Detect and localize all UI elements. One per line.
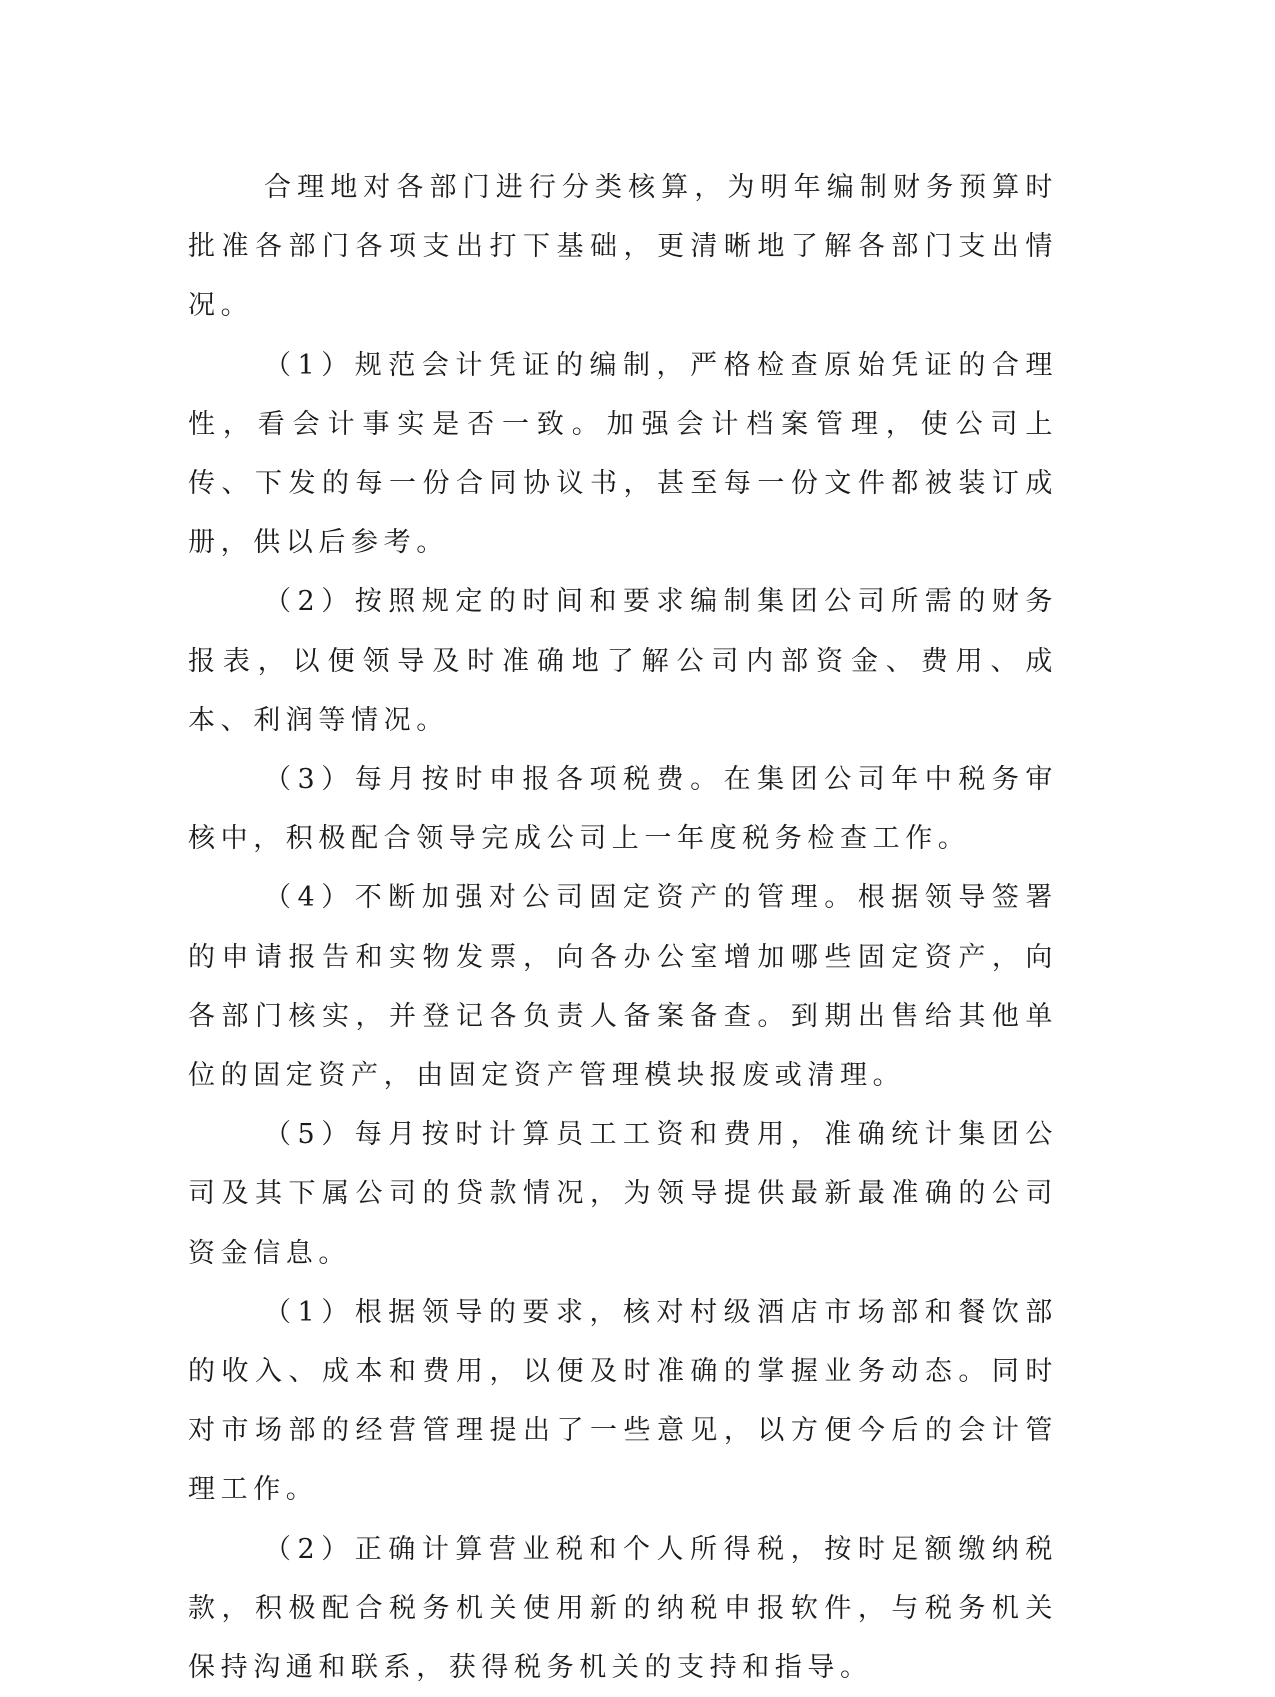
paragraph-item-3-taxes: （3）每月按时申报各项税费。在集团公司年中税务审核中，积极配合领导完成公司上一年度税务检查工作。: [188, 764, 1058, 855]
paragraph-item-1-vouchers: （1）规范会计凭证的编制，严格检查原始凭证的合理性，看会计事实是否一致。加强会计档案管理，使公司上传、下发的每一份合同协议书，甚至每一份文件都被装订成册，供以后参考。: [188, 349, 1058, 559]
paragraph-accounting-by-department: 合理地对各部门进行分类核算，为明年编制财务预算时批准各部门各项支出打下基础，更清晰地了解各部门支出情况。: [188, 172, 1058, 322]
paragraph-item-2-tax-filing: （2）正确计算营业税和个人所得税，按时足额缴纳税款，积极配合税务机关使用新的纳税申报软件，与税务机关保持沟通和联系，获得税务机关的支持和指导。: [188, 1533, 1058, 1684]
paragraph-item-4-fixed-assets: （4）不断加强对公司固定资产的管理。根据领导签署的申请报告和实物发票，向各办公室增加哪些固定资产，向各部门核实，并登记各负责人备案备查。到期出售给其他单位的固定资产，由固定资产管理模块报废或清理。: [188, 882, 1058, 1092]
document-body: [188, 158, 1058, 1697]
paragraph-item-5-payroll: （5）每月按时计算员工工资和费用，准确统计集团公司及其下属公司的贷款情况，为领导提供最新最准确的公司资金信息。: [188, 1119, 1058, 1269]
paragraph-item-1-hotel-review: （1）根据领导的要求，核对村级酒店市场部和餐饮部的收入、成本和费用，以便及时准确的掌握业务动态。同时对市场部的经营管理提出了一些意见，以方便今后的会计管理工作。: [188, 1296, 1058, 1506]
paragraph-item-2-reports: （2）按照规定的时间和要求编制集团公司所需的财务报表，以便领导及时准确地了解公司内部资金、费用、成本、利润等情况。: [188, 586, 1058, 736]
